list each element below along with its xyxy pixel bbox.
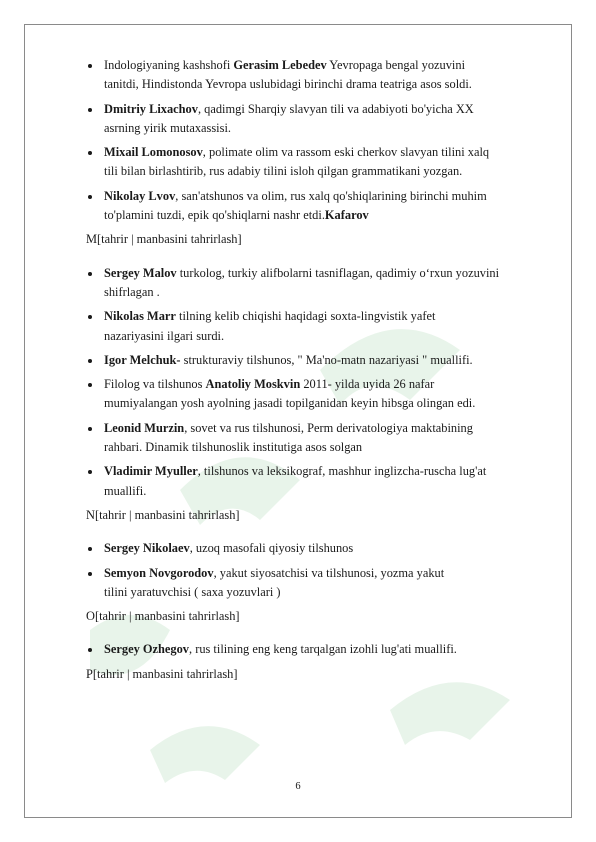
list-item-melchuk: [86, 351, 546, 370]
section-letter: O: [86, 609, 95, 624]
page-number: 6: [295, 781, 301, 792]
list-item-nikolaev: [86, 539, 546, 558]
entry-text: asrning yirik mutaxassisi.: [104, 120, 231, 135]
person-name: Kafarov: [324, 208, 369, 223]
entry-text: mumiyalangan yosh ayolning jasadi topilganidan keyin hibsga olingan edi.: [104, 396, 476, 411]
entry-text: tili bilan birlashtirib, rus adabiy tilini isloh qilgan grammatikani yozgan.: [104, 164, 463, 179]
entry-list-m: [86, 264, 546, 501]
entry-text: 2011- yilda uyida 26 nafar: [300, 377, 435, 392]
section-heading-p: [86, 665, 546, 684]
list-item-lebedev: [86, 56, 546, 95]
document-body: [86, 56, 546, 694]
entry-list-o: [86, 640, 546, 659]
section-letter: M: [86, 232, 98, 247]
list-item-ozhegov: [86, 640, 546, 659]
list-item-marr: [86, 307, 546, 346]
edit-link[interactable]: [tahrir | manbasini tahrirlash]: [92, 666, 238, 681]
person-name: Dmitriy Lixachov: [104, 101, 198, 116]
person-name: Igor Melchuk-: [104, 352, 181, 367]
person-name: Anatoliy Moskvin: [205, 377, 301, 392]
entry-text: , polimate olim va rassom eski cherkov slavyan tilini xalq: [202, 145, 490, 160]
person-name: Sergey Nikolaev: [104, 541, 190, 556]
person-name: Sergey Ozhegov: [104, 642, 189, 657]
entry-list-l: [86, 56, 546, 225]
entry-text: , san'atshunos va olim, rus xalq qo'shiqlarining birinchi muhim: [175, 188, 487, 203]
entry-text: tilini yaratuvchisi ( saxa yozuvlari ): [104, 584, 281, 599]
entry-text: turkolog, turkiy alifbolarni tasniflagan, qadimiy o‘rxun yozuvini: [176, 265, 500, 280]
entry-text: to'plamini tuzdi, epik qo'shiqlarni nashr etdi.: [104, 208, 325, 223]
section-heading-n: [86, 506, 546, 525]
section-heading-m: [86, 230, 546, 249]
entry-text: Indologiyaning kashshofi: [104, 58, 234, 72]
list-item-murzin: [86, 419, 546, 458]
person-name: Sergey Malov: [104, 265, 177, 280]
entry-text: , uzoq masofali qiyosiy tilshunos: [189, 541, 354, 556]
list-item-lixachov: [86, 100, 546, 139]
person-name: Leonid Murzin: [104, 420, 185, 435]
list-item-malov: [86, 264, 546, 303]
entry-text: rahbari. Dinamik tilshunoslik institutiga asos solgan: [104, 440, 363, 455]
person-name: Mixail Lomonosov: [104, 145, 203, 160]
entry-text: tanitdi, Hindistonda Yevropa uslubidagi birinchi drama teatriga asos soldi.: [104, 77, 472, 92]
entry-text: Filolog va tilshunos: [104, 377, 206, 392]
entry-text: muallifi.: [104, 483, 147, 498]
edit-link[interactable]: [tahrir | manbasini tahrirlash]: [94, 507, 240, 522]
section-heading-o: [86, 607, 546, 626]
person-name: Nikolay Lvov: [104, 188, 176, 203]
entry-text: strukturaviy tilshunos, " Ma'no-matn nazariyasi " muallifi.: [180, 352, 473, 367]
list-item-lvov: [86, 187, 546, 226]
entry-text: tilning kelib chiqishi haqidagi soxta-lingvistik yafet: [175, 309, 436, 324]
entry-text: shifrlagan .: [104, 284, 160, 299]
entry-text: , rus tilining eng keng tarqalgan izohli lug'ati muallifi.: [189, 642, 457, 657]
edit-link[interactable]: [tahrir | manbasini tahrirlash]: [97, 232, 242, 247]
entry-text: , tilshunos va leksikograf, mashhur inglizcha-ruscha lug'at: [197, 464, 487, 479]
entry-text: , sovet va rus tilshunosi, Perm derivatologiya maktabining: [184, 420, 473, 435]
entry-text: Yevropaga bengal yozuvini: [326, 58, 466, 72]
entry-text: , yakut siyosatchisi va tilshunosi, yozma yakut: [213, 565, 445, 580]
entry-text: nazariyasini ilgari surdi.: [104, 328, 225, 343]
entry-list-n: [86, 539, 546, 602]
list-item-lomonosov: [86, 143, 546, 182]
person-name: Nikolas Marr: [104, 309, 176, 324]
edit-link[interactable]: [tahrir | manbasini tahrirlash]: [94, 609, 240, 624]
list-item-moskvin: [86, 375, 546, 414]
section-letter: N: [86, 507, 95, 522]
list-item-myuller: [86, 462, 546, 501]
person-name: Vladimir Myuller: [104, 464, 198, 479]
section-letter: P: [86, 666, 93, 681]
person-name: Gerasim Lebedev: [233, 58, 327, 72]
entry-text: , qadimgi Sharqiy slavyan tili va adabiyoti bo'yicha XX: [197, 101, 474, 116]
person-name: Semyon Novgorodov: [104, 565, 214, 580]
list-item-novgorodov: [86, 564, 546, 603]
